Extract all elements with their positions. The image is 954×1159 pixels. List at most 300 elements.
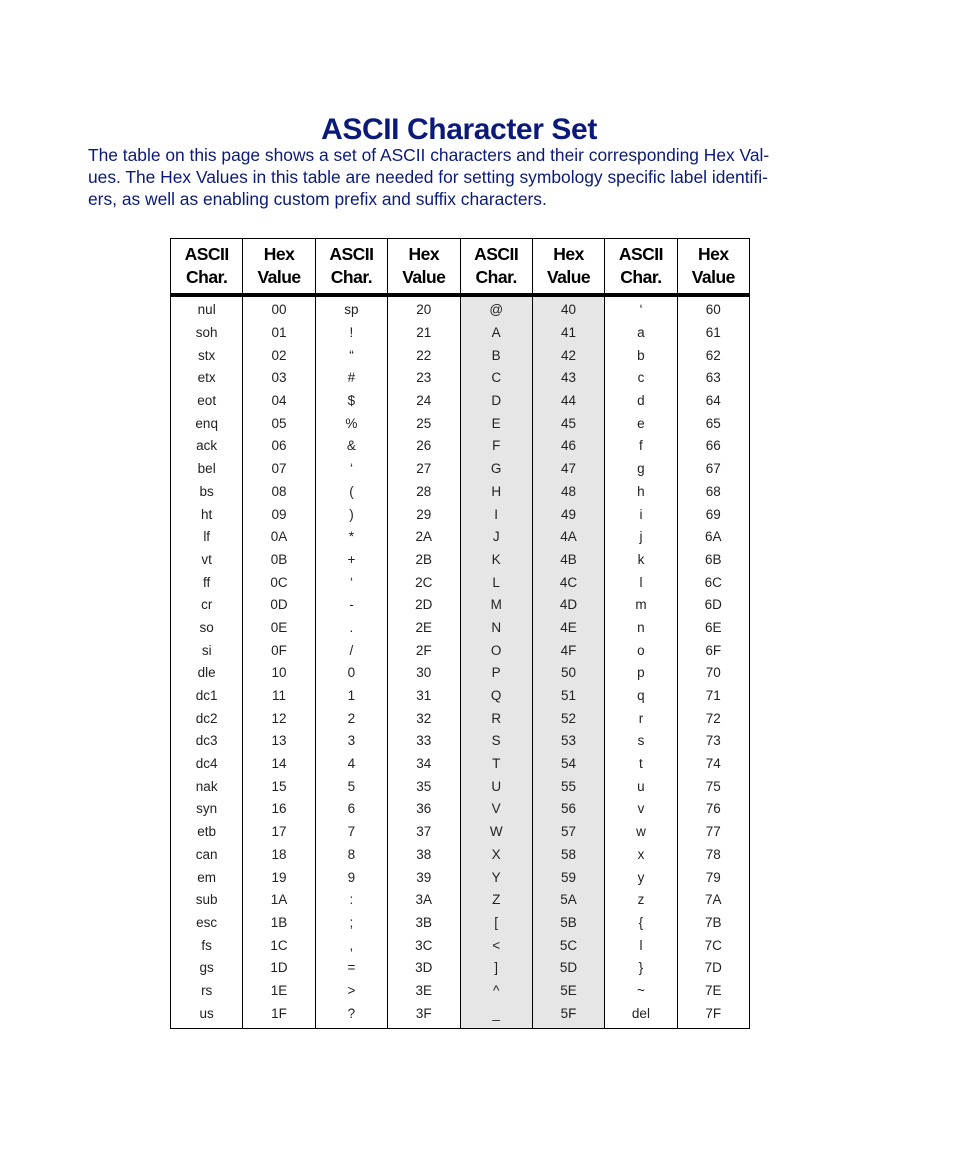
ascii-char-cell: C [460,367,532,390]
hex-value-cell: 36 [388,798,460,821]
ascii-char-cell: h [605,481,677,504]
hex-value-cell: 49 [532,503,604,526]
hex-value-cell: 2B [388,549,460,572]
hex-value-cell: 41 [532,322,604,345]
table-row [171,1002,750,1028]
ascii-char-cell: 5 [315,775,387,798]
table-row [171,344,750,367]
ascii-char-cell: 4 [315,753,387,776]
ascii-char-cell: K [460,549,532,572]
hex-value-cell: 0B [243,549,315,572]
hex-value-cell: 13 [243,730,315,753]
hex-value-cell: 27 [388,458,460,481]
hex-value-cell: 6E [677,617,749,640]
hex-value-cell: 30 [388,662,460,685]
table-header-row [171,239,750,296]
ascii-char-cell: P [460,662,532,685]
hex-value-cell: 76 [677,798,749,821]
hex-value-cell: 6C [677,571,749,594]
ascii-char-cell: y [605,866,677,889]
hex-value-cell: 38 [388,844,460,867]
table-row [171,957,750,980]
column-header [171,239,243,296]
hex-value-cell: 19 [243,866,315,889]
ascii-char-cell: L [460,571,532,594]
ascii-char-cell: sub [171,889,243,912]
hex-value-cell: 63 [677,367,749,390]
table-row [171,798,750,821]
ascii-char-cell: A [460,322,532,345]
column-header [532,239,604,296]
hex-value-cell: 23 [388,367,460,390]
table-row [171,662,750,685]
ascii-char-cell: = [315,957,387,980]
ascii-char-cell: } [605,957,677,980]
ascii-char-cell: , [315,934,387,957]
column-header [605,239,677,296]
column-header [243,239,315,296]
hex-value-cell: 1A [243,889,315,912]
hex-value-cell: 5C [532,934,604,957]
ascii-char-cell: dc4 [171,753,243,776]
ascii-char-cell: e [605,412,677,435]
table-row [171,594,750,617]
ascii-char-cell: dc3 [171,730,243,753]
table-row [171,980,750,1003]
ascii-char-cell: Z [460,889,532,912]
ascii-char-cell: del [605,1002,677,1028]
ascii-char-cell: vt [171,549,243,572]
ascii-char-cell: sp [315,295,387,322]
ascii-char-cell: S [460,730,532,753]
hex-value-cell: 39 [388,866,460,889]
ascii-char-cell: ; [315,912,387,935]
ascii-char-cell: k [605,549,677,572]
column-header-line2: Char. [186,267,228,287]
hex-value-cell: 77 [677,821,749,844]
hex-value-cell: 51 [532,685,604,708]
ascii-char-cell: d [605,390,677,413]
ascii-char-cell: ff [171,571,243,594]
hex-value-cell: 29 [388,503,460,526]
ascii-char-cell: so [171,617,243,640]
table-row [171,458,750,481]
ascii-char-cell: > [315,980,387,1003]
ascii-char-cell: nak [171,775,243,798]
hex-value-cell: 05 [243,412,315,435]
ascii-char-cell: esc [171,912,243,935]
ascii-char-cell: W [460,821,532,844]
hex-value-cell: 06 [243,435,315,458]
ascii-char-cell: o [605,639,677,662]
hex-value-cell: 7F [677,1002,749,1028]
hex-value-cell: 4E [532,617,604,640]
ascii-char-cell: - [315,594,387,617]
hex-value-cell: 28 [388,481,460,504]
hex-value-cell: 4F [532,639,604,662]
ascii-char-cell: l [605,571,677,594]
hex-value-cell: 22 [388,344,460,367]
column-header-line2: Value [402,267,446,287]
ascii-char-cell: O [460,639,532,662]
hex-value-cell: 2E [388,617,460,640]
ascii-char-cell: + [315,549,387,572]
hex-value-cell: 17 [243,821,315,844]
ascii-char-cell: & [315,435,387,458]
ascii-char-cell: : [315,889,387,912]
column-header-line1: ASCII [474,244,519,264]
ascii-char-cell: dle [171,662,243,685]
column-header-line2: Char. [620,267,662,287]
hex-value-cell: 1C [243,934,315,957]
column-header [460,239,532,296]
hex-value-cell: 0D [243,594,315,617]
table-row [171,549,750,572]
column-header-line1: Hex [408,244,440,264]
hex-value-cell: 31 [388,685,460,708]
table-row [171,889,750,912]
ascii-char-cell: syn [171,798,243,821]
hex-value-cell: 0F [243,639,315,662]
hex-value-cell: 64 [677,390,749,413]
intro-line: ues. The Hex Values in this table are needed for setting symbology specific label identifi- [88,167,768,187]
ascii-char-cell: M [460,594,532,617]
table-body [171,295,750,1029]
hex-value-cell: 74 [677,753,749,776]
ascii-char-cell: rs [171,980,243,1003]
hex-value-cell: 65 [677,412,749,435]
hex-value-cell: 71 [677,685,749,708]
hex-value-cell: 03 [243,367,315,390]
ascii-char-cell: stx [171,344,243,367]
hex-value-cell: 2F [388,639,460,662]
ascii-char-cell: cr [171,594,243,617]
ascii-char-cell: g [605,458,677,481]
hex-value-cell: 04 [243,390,315,413]
ascii-char-cell: / [315,639,387,662]
hex-value-cell: 1B [243,912,315,935]
table-row [171,322,750,345]
ascii-char-cell: dc1 [171,685,243,708]
column-header-line1: ASCII [184,244,229,264]
table-row [171,821,750,844]
ascii-char-cell: B [460,344,532,367]
table-row [171,844,750,867]
ascii-char-cell: soh [171,322,243,345]
hex-value-cell: 59 [532,866,604,889]
table-row [171,934,750,957]
ascii-char-cell: { [605,912,677,935]
ascii-char-cell: ? [315,1002,387,1028]
hex-value-cell: 4B [532,549,604,572]
ascii-char-cell: $ [315,390,387,413]
hex-value-cell: 1F [243,1002,315,1028]
hex-value-cell: 18 [243,844,315,867]
hex-value-cell: 67 [677,458,749,481]
column-header [315,239,387,296]
ascii-char-cell: I [460,503,532,526]
column-header-line2: Value [257,267,301,287]
hex-value-cell: 35 [388,775,460,798]
ascii-char-cell: can [171,844,243,867]
hex-value-cell: 3B [388,912,460,935]
hex-value-cell: 34 [388,753,460,776]
ascii-char-cell: f [605,435,677,458]
hex-value-cell: 14 [243,753,315,776]
hex-value-cell: 43 [532,367,604,390]
hex-value-cell: 61 [677,322,749,345]
ascii-char-cell: fs [171,934,243,957]
hex-value-cell: 3F [388,1002,460,1028]
hex-value-cell: 75 [677,775,749,798]
ascii-char-cell: nul [171,295,243,322]
ascii-char-cell: X [460,844,532,867]
ascii-char-cell: [ [460,912,532,935]
column-header-line2: Value [546,267,591,287]
ascii-char-cell: b [605,344,677,367]
hex-value-cell: 69 [677,503,749,526]
table-row [171,367,750,390]
table-row [171,481,750,504]
hex-value-cell: 53 [532,730,604,753]
hex-value-cell: 6A [677,526,749,549]
ascii-char-cell: eot [171,390,243,413]
hex-value-cell: 3E [388,980,460,1003]
ascii-char-cell: w [605,821,677,844]
ascii-char-cell: N [460,617,532,640]
ascii-char-cell: ) [315,503,387,526]
hex-value-cell: 25 [388,412,460,435]
ascii-char-cell: ] [460,957,532,980]
ascii-char-cell: ~ [605,980,677,1003]
hex-value-cell: 70 [677,662,749,685]
hex-value-cell: 24 [388,390,460,413]
hex-value-cell: 7A [677,889,749,912]
column-header-line2: Value [691,267,735,287]
ascii-char-cell: T [460,753,532,776]
ascii-char-cell: 1 [315,685,387,708]
hex-value-cell: 02 [243,344,315,367]
hex-value-cell: 26 [388,435,460,458]
hex-value-cell: 4A [532,526,604,549]
hex-value-cell: 3A [388,889,460,912]
ascii-char-cell: ^ [460,980,532,1003]
hex-value-cell: 12 [243,707,315,730]
ascii-char-cell: n [605,617,677,640]
ascii-char-cell: ( [315,481,387,504]
hex-value-cell: 16 [243,798,315,821]
ascii-char-cell: p [605,662,677,685]
hex-value-cell: 0A [243,526,315,549]
hex-value-cell: 0C [243,571,315,594]
column-header-line2: Char. [475,267,517,287]
hex-value-cell: 52 [532,707,604,730]
hex-value-cell: 7B [677,912,749,935]
ascii-char-cell: 0 [315,662,387,685]
hex-value-cell: 44 [532,390,604,413]
hex-value-cell: 66 [677,435,749,458]
ascii-char-cell: etx [171,367,243,390]
ascii-char-cell: . [315,617,387,640]
table-row [171,639,750,662]
hex-value-cell: 45 [532,412,604,435]
hex-value-cell: 5E [532,980,604,1003]
table-row [171,753,750,776]
ascii-char-cell: gs [171,957,243,980]
hex-value-cell: 72 [677,707,749,730]
table-row [171,526,750,549]
ascii-char-cell: D [460,390,532,413]
table-row [171,617,750,640]
hex-value-cell: 32 [388,707,460,730]
hex-value-cell: 54 [532,753,604,776]
ascii-char-cell: s [605,730,677,753]
table-row [171,775,750,798]
ascii-char-cell: l [605,934,677,957]
ascii-char-cell: 3 [315,730,387,753]
column-header-line1: Hex [263,244,295,264]
ascii-char-cell: 7 [315,821,387,844]
ascii-char-cell: Q [460,685,532,708]
ascii-char-cell: m [605,594,677,617]
ascii-char-cell: 8 [315,844,387,867]
hex-value-cell: 20 [388,295,460,322]
ascii-char-cell: u [605,775,677,798]
table-row [171,571,750,594]
hex-value-cell: 7C [677,934,749,957]
ascii-char-cell: _ [460,1002,532,1028]
ascii-char-cell: t [605,753,677,776]
hex-value-cell: 09 [243,503,315,526]
hex-value-cell: 1D [243,957,315,980]
hex-value-cell: 1E [243,980,315,1003]
ascii-char-cell: ack [171,435,243,458]
hex-value-cell: 79 [677,866,749,889]
ascii-char-cell: “ [315,344,387,367]
ascii-char-cell: < [460,934,532,957]
hex-value-cell: 73 [677,730,749,753]
hex-value-cell: 15 [243,775,315,798]
hex-value-cell: 50 [532,662,604,685]
ascii-char-cell: etb [171,821,243,844]
hex-value-cell: 3D [388,957,460,980]
hex-value-cell: 7D [677,957,749,980]
hex-value-cell: 00 [243,295,315,322]
hex-value-cell: 78 [677,844,749,867]
ascii-char-cell: E [460,412,532,435]
hex-value-cell: 5F [532,1002,604,1028]
ascii-char-cell: lf [171,526,243,549]
page-title: ASCII Character Set [321,113,597,147]
ascii-char-cell: ‘ [605,295,677,322]
ascii-char-cell: ! [315,322,387,345]
hex-value-cell: 11 [243,685,315,708]
ascii-char-cell: em [171,866,243,889]
ascii-table [170,238,750,1029]
ascii-char-cell: % [315,412,387,435]
column-header-line1: ASCII [618,244,664,264]
table-row [171,503,750,526]
ascii-char-cell: F [460,435,532,458]
hex-value-cell: 33 [388,730,460,753]
table-row [171,390,750,413]
ascii-char-cell: c [605,367,677,390]
ascii-char-cell: dc2 [171,707,243,730]
ascii-char-cell: H [460,481,532,504]
hex-value-cell: 48 [532,481,604,504]
intro-paragraph [88,144,836,210]
ascii-char-cell: * [315,526,387,549]
ascii-char-cell: ‘ [315,571,387,594]
table-row [171,435,750,458]
hex-value-cell: 6F [677,639,749,662]
table-row [171,707,750,730]
table-row [171,685,750,708]
hex-value-cell: 3C [388,934,460,957]
ascii-char-cell: j [605,526,677,549]
ascii-char-cell: z [605,889,677,912]
ascii-char-cell: v [605,798,677,821]
ascii-char-cell: r [605,707,677,730]
hex-value-cell: 5A [532,889,604,912]
ascii-char-cell: 2 [315,707,387,730]
hex-value-cell: 46 [532,435,604,458]
ascii-char-cell: bel [171,458,243,481]
hex-value-cell: 7E [677,980,749,1003]
ascii-char-cell: U [460,775,532,798]
ascii-char-cell: G [460,458,532,481]
table-row [171,912,750,935]
column-header-line1: Hex [698,244,729,264]
ascii-char-cell: Y [460,866,532,889]
intro-line: The table on this page shows a set of ASCII characters and their corresponding Hex Val- [88,145,770,165]
hex-value-cell: 2D [388,594,460,617]
column-header [677,239,749,296]
hex-value-cell: 01 [243,322,315,345]
hex-value-cell: 68 [677,481,749,504]
hex-value-cell: 42 [532,344,604,367]
ascii-char-cell: bs [171,481,243,504]
ascii-char-cell: q [605,685,677,708]
hex-value-cell: 6B [677,549,749,572]
ascii-char-cell: 6 [315,798,387,821]
ascii-char-cell: J [460,526,532,549]
ascii-char-cell: a [605,322,677,345]
ascii-char-cell: si [171,639,243,662]
hex-value-cell: 2C [388,571,460,594]
hex-value-cell: 2A [388,526,460,549]
hex-value-cell: 60 [677,295,749,322]
ascii-char-cell: V [460,798,532,821]
ascii-char-cell: x [605,844,677,867]
hex-value-cell: 37 [388,821,460,844]
hex-value-cell: 57 [532,821,604,844]
hex-value-cell: 4D [532,594,604,617]
hex-value-cell: 5B [532,912,604,935]
column-header-line2: Char. [330,267,373,287]
ascii-char-cell: i [605,503,677,526]
table-row [171,866,750,889]
column-header [388,239,460,296]
hex-value-cell: 07 [243,458,315,481]
hex-value-cell: 55 [532,775,604,798]
column-header-line1: ASCII [329,244,374,264]
hex-value-cell: 08 [243,481,315,504]
intro-line: ers, as well as enabling custom prefix and suffix characters. [88,189,547,209]
ascii-char-cell: ‘ [315,458,387,481]
ascii-char-cell: @ [460,295,532,322]
hex-value-cell: 58 [532,844,604,867]
